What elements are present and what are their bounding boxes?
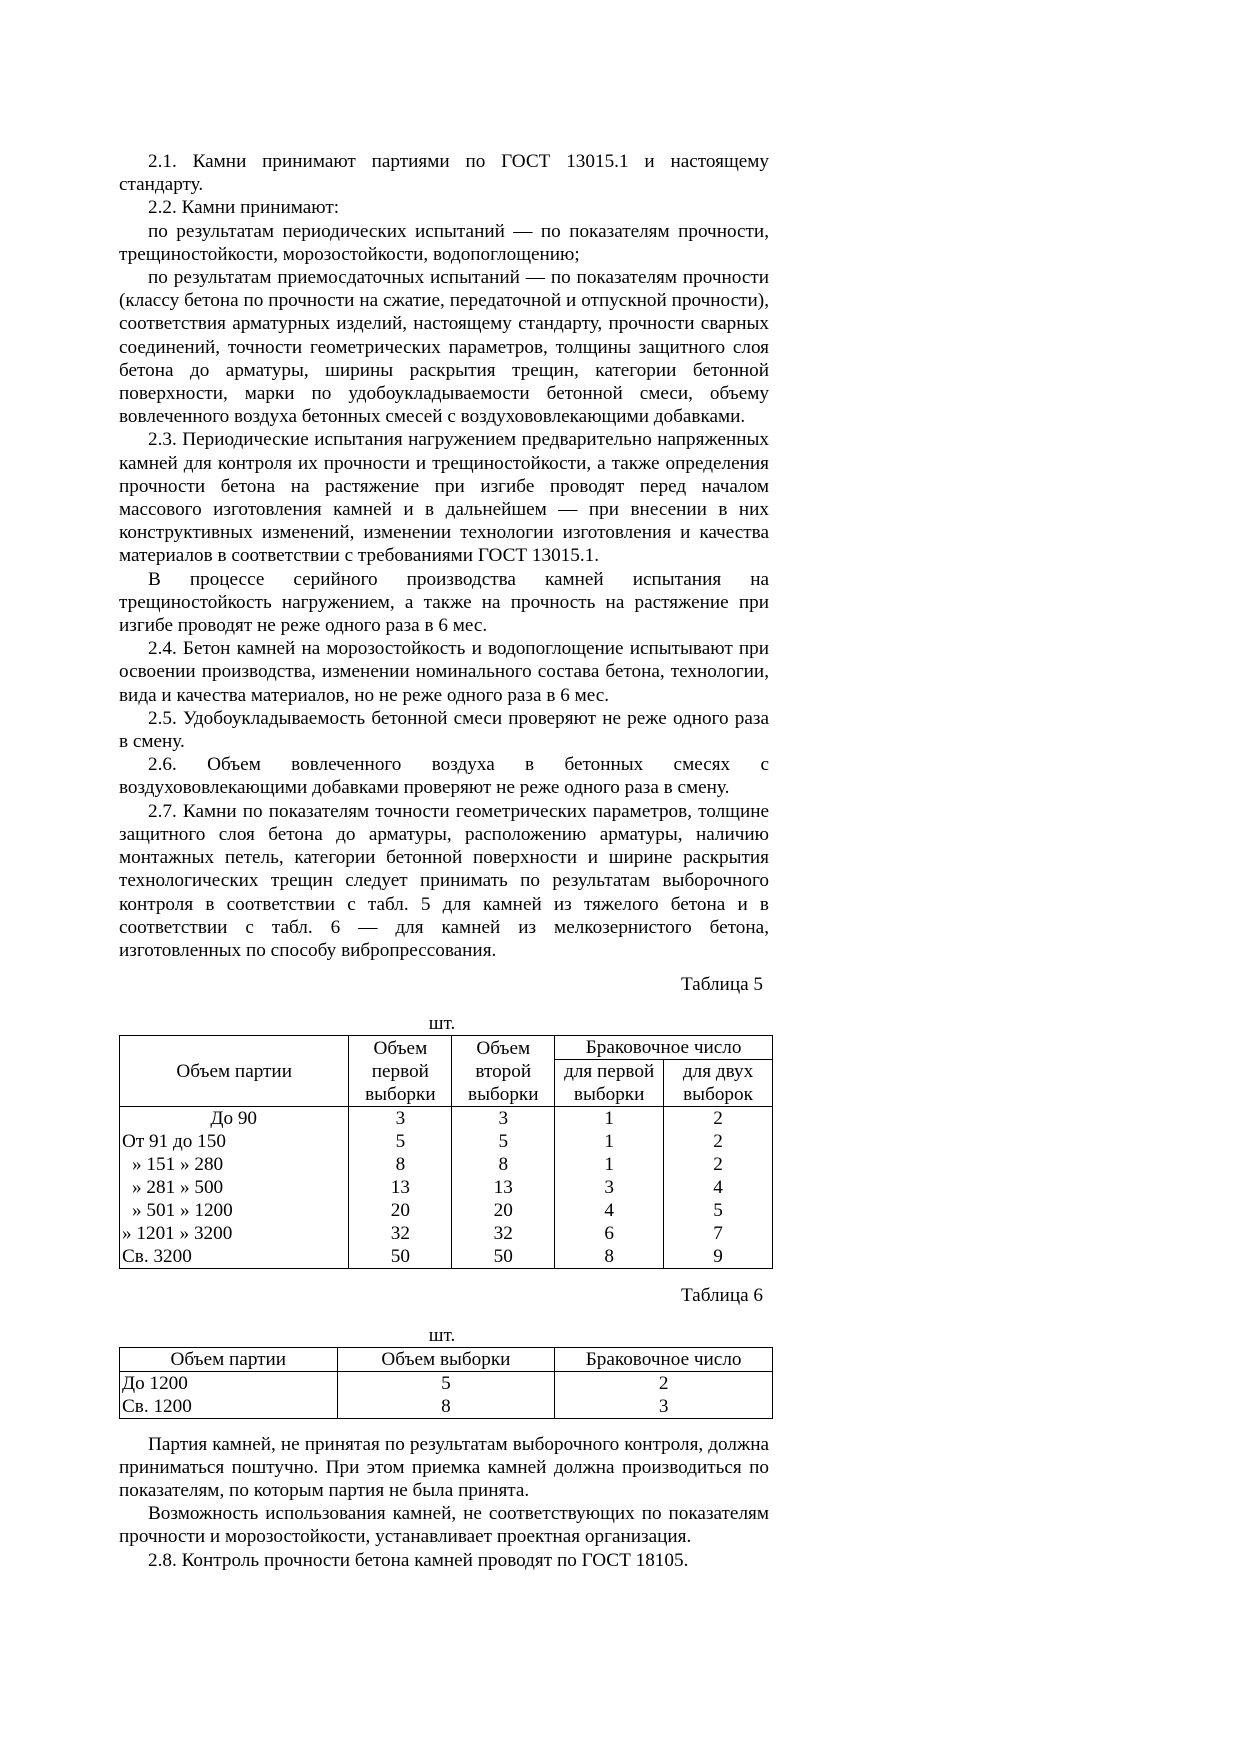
paragraph-2-5: 2.5. Удобоукладываемость бетонной смеси проверяют не реже одного раза в смену. (119, 707, 769, 753)
table5-cell-lot: » 501 » 1200 (120, 1199, 349, 1222)
table-row (120, 1107, 773, 1131)
table5-cell-reject-two: 5 (664, 1199, 773, 1222)
table-row (120, 1395, 773, 1419)
table5-cell-reject-two: 2 (664, 1130, 773, 1153)
table5-header-lot: Объем партии (120, 1036, 349, 1107)
table5-cell-first: 8 (349, 1153, 452, 1176)
table6-unit: шт. (428, 1324, 456, 1346)
table5-cell-reject-first: 1 (555, 1130, 664, 1153)
closing-section (119, 1433, 769, 1572)
table5-cell-first: 5 (349, 1130, 452, 1153)
table5-header-second-sample: Объем второй выборки (452, 1036, 555, 1107)
table5-cell-reject-two: 7 (664, 1222, 773, 1245)
table-row (120, 1130, 773, 1153)
paragraph-2-3: 2.3. Периодические испытания нагружением предварительно напряженных камней для контроля их прочности и трещиностойкости, а также определения прочности бетона на растяжение при изгибе проводят перед началом массового изготовления камней и в дальнейшем — при внесении в них конструктивных изменений, изменении технологии изготовления и качества материалов в соответствии с требованиями ГОСТ 13015.1. (119, 429, 769, 567)
paragraph-2-6: 2.6. Объем вовлеченного воздуха в бетонных смесях с воздухововлекающими добавками проверяют не реже одного раза в смену. (119, 754, 769, 799)
table5-cell-second: 3 (452, 1107, 555, 1131)
table5-unit: шт. (428, 1013, 456, 1035)
table5-cell-first: 3 (349, 1107, 452, 1131)
table5-cell-lot: » 1201 » 3200 (120, 1222, 349, 1245)
table6-header-lot: Объем партии (120, 1347, 338, 1371)
table6-cell-reject: 2 (555, 1371, 773, 1395)
table6-cell-lot: Св. 1200 (120, 1395, 338, 1419)
table5-cell-first: 50 (349, 1245, 452, 1269)
table5-cell-reject-first: 3 (555, 1176, 664, 1199)
table5 (119, 1035, 773, 1269)
table5-cell-reject-first: 4 (555, 1199, 664, 1222)
table5-header-reject-first: для первой выборки (555, 1060, 664, 1107)
table-row (120, 1153, 773, 1176)
document-page (119, 150, 769, 1572)
table5-cell-first: 32 (349, 1222, 452, 1245)
table5-cell-second: 5 (452, 1130, 555, 1153)
table6-cell-sample: 5 (337, 1371, 555, 1395)
table5-header-reject-two: для двух выборок (664, 1060, 773, 1107)
table5-cell-second: 20 (452, 1199, 555, 1222)
table5-cell-reject-two: 9 (664, 1245, 773, 1269)
table6-header-reject: Браковочное число (555, 1347, 773, 1371)
table5-header-first-sample: Объем первой выборки (349, 1036, 452, 1107)
paragraph-usage-possibility: Возможность использования камней, не соответствующих по показателям прочности и морозостойкости, устанавливает проектная организация. (119, 1503, 769, 1548)
table6 (119, 1347, 773, 1419)
paragraph-acceptance-tests: по результатам приемосдаточных испытаний — по показателям прочности (классу бетона по прочности на сжатие, передаточной и отпускной прочности), соответствия арматурных изделий, настоящему стандарту, прочности сварных соединений, точности геометрических параметров, толщины защитного слоя бетона до арматуры, ширины раскрытия трещин, категории бетонной поверхности, марки по удобоукладываемости бетонной смеси, объему вовлеченного воздуха бетонных смесей с воздухововлекающими добавками. (119, 267, 769, 428)
table5-header-reject: Браковочное число (555, 1036, 773, 1060)
paragraph-2-8: 2.8. Контроль прочности бетона камней проводят по ГОСТ 18105. (148, 1549, 689, 1571)
paragraph-2-1: 2.1. Камни принимают партиями по ГОСТ 13015.1 и настоящему стандарту. (119, 151, 769, 196)
table5-cell-reject-two: 4 (664, 1176, 773, 1199)
table6-cell-lot: До 1200 (120, 1371, 338, 1395)
table5-cell-second: 8 (452, 1153, 555, 1176)
table-row (120, 1222, 773, 1245)
table5-cell-first: 20 (349, 1199, 452, 1222)
table-row (120, 1176, 773, 1199)
table5-cell-reject-two: 2 (664, 1107, 773, 1131)
table-row (120, 1199, 773, 1222)
paragraph-periodic-tests: по результатам периодических испытаний — по показателям прочности, трещиностойкости, морозостойкости, водопоглощению; (119, 220, 769, 265)
table5-cell-second: 50 (452, 1245, 555, 1269)
table5-cell-reject-first: 1 (555, 1153, 664, 1176)
table5-cell-lot: От 91 до 150 (120, 1130, 349, 1153)
table5-cell-second: 13 (452, 1176, 555, 1199)
table5-cell-lot: До 90 (120, 1107, 349, 1131)
table6-cell-reject: 3 (555, 1395, 773, 1419)
paragraph-2-4: 2.4. Бетон камней на морозостойкость и водопоглощение испытывают при освоении производства, изменении номинального состава бетона, технологии, вида и качества материалов, но не реже одного раза в 6 мес. (119, 638, 769, 706)
table-row (120, 1245, 773, 1269)
table5-cell-lot: Св. 3200 (120, 1245, 349, 1269)
table5-cell-lot: » 151 » 280 (120, 1153, 349, 1176)
table5-cell-reject-first: 1 (555, 1107, 664, 1131)
paragraph-lot-rejected: Партия камней, не принятая по результатам выборочного контроля, должна приниматься поштучно. При этом приемка камней должна производиться по показателям, по которым партия не была принята. (119, 1433, 769, 1501)
table6-caption: Таблица 6 (680, 1285, 763, 1307)
table5-cell-lot: » 281 » 500 (120, 1176, 349, 1199)
table5-cell-reject-first: 8 (555, 1245, 664, 1269)
paragraph-2-2: 2.2. Камни принимают: (148, 197, 340, 219)
paragraph-2-7: 2.7. Камни по показателям точности геометрических параметров, толщине защитного слоя бетона до арматуры, расположению арматуры, наличию монтажных петель, категории бетонной поверхности и ширине раскрытия технологических трещин следует принимать по результатам выборочного контроля в соответствии с табл. 5 для камней из тяжелого бетона и в соответствии с табл. 6 — для камней из мелкозернистого бетона, изготовленных по способу вибропрессования. (119, 800, 769, 961)
paragraph-serial-production: В процессе серийного производства камней испытания на трещиностойкость нагружением, а также на прочность на растяжение при изгибе проводят не реже одного раза в 6 мес. (119, 568, 769, 637)
table5-cell-first: 13 (349, 1176, 452, 1199)
table6-cell-sample: 8 (337, 1395, 555, 1419)
table5-caption: Таблица 5 (680, 974, 763, 996)
table6-header-sample: Объем выборки (337, 1347, 555, 1371)
table5-cell-reject-two: 2 (664, 1153, 773, 1176)
table5-cell-reject-first: 6 (555, 1222, 664, 1245)
table-row (120, 1371, 773, 1395)
table5-cell-second: 32 (452, 1222, 555, 1245)
